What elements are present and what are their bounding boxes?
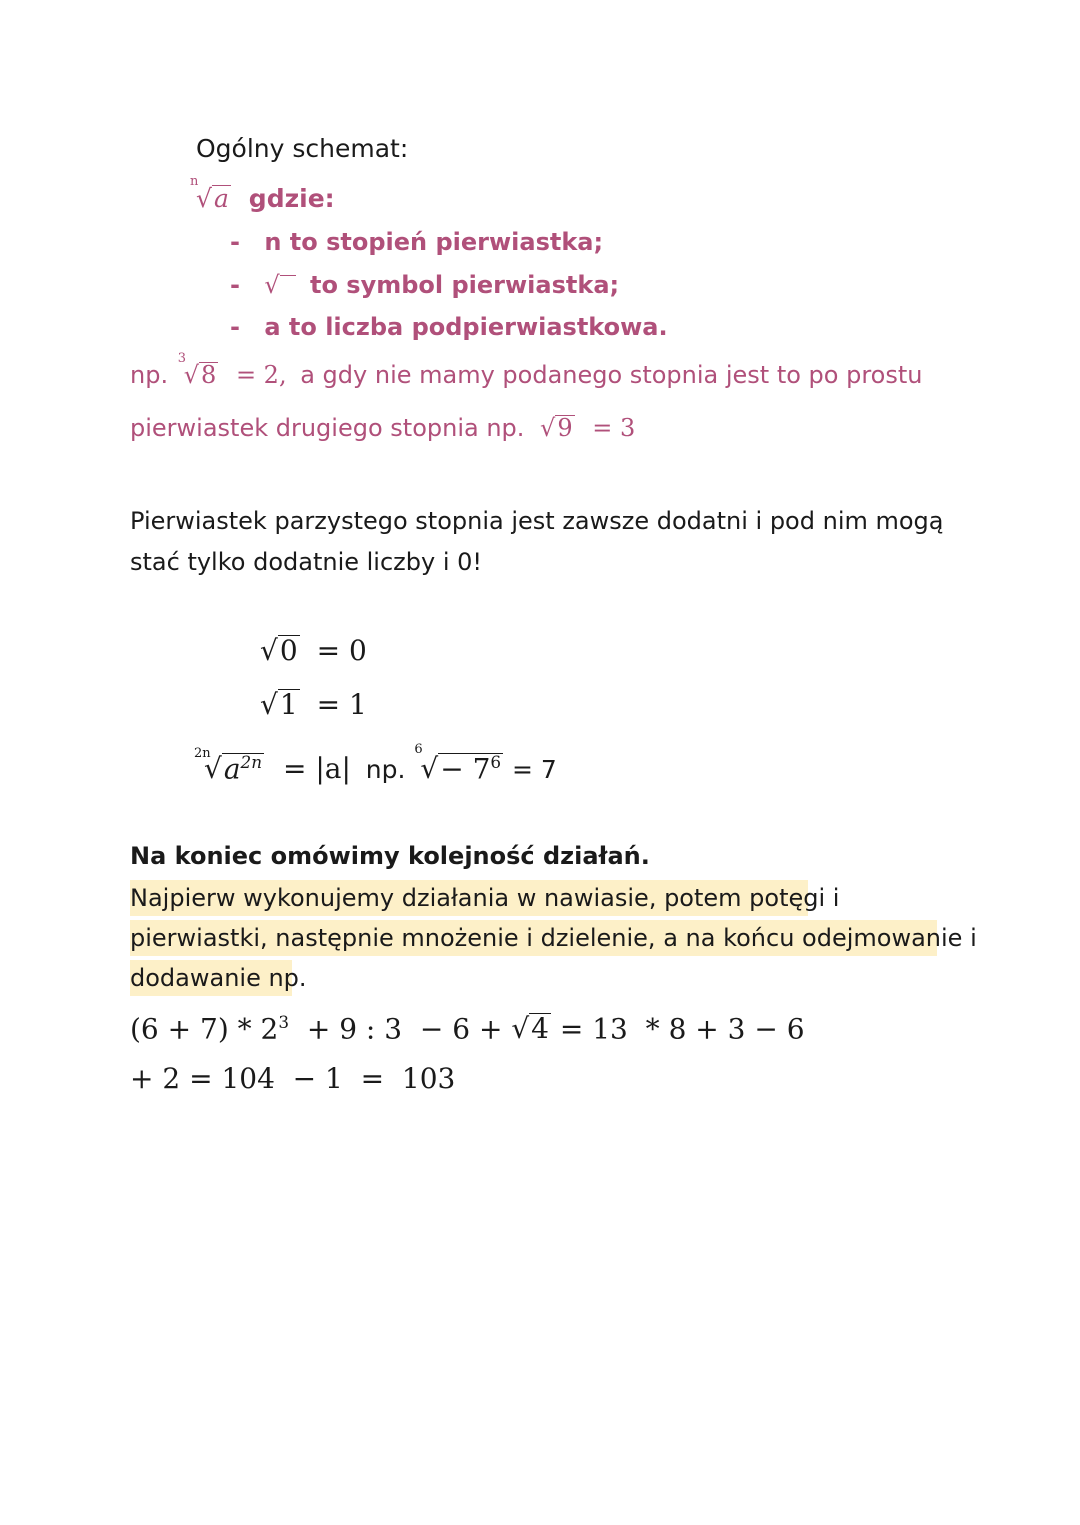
calc-exponent: 3 bbox=[278, 1012, 290, 1032]
schema-heading: Ogólny schemat: bbox=[196, 134, 409, 163]
sqrt-icon: √ bbox=[264, 271, 295, 299]
calc-part: (6 + 7) * 2 bbox=[130, 1012, 279, 1046]
root-index: 6 bbox=[414, 742, 423, 757]
bullet-item bbox=[230, 228, 603, 256]
equation-result: = 0 bbox=[316, 634, 367, 667]
bullet-text: a to liczba podpierwiastkowa. bbox=[264, 313, 668, 341]
root-radicand: a bbox=[213, 184, 229, 213]
bullet-dash: - bbox=[230, 228, 240, 256]
root-index: 3 bbox=[177, 351, 186, 366]
sqrt-9: √9 bbox=[540, 414, 573, 442]
root-radicand: 1 bbox=[279, 688, 298, 721]
example-line-2 bbox=[130, 414, 635, 442]
paragraph-line: Pierwiastek parzystego stopnia jest zawsze dodatni i pod nim mogą bbox=[130, 507, 944, 535]
equation-result: = |a| bbox=[282, 752, 351, 785]
root-exponent: 6 bbox=[490, 751, 502, 772]
example-result: = 3 bbox=[592, 414, 636, 442]
equation-sqrt1: √1 = 1 bbox=[260, 688, 367, 721]
example-text: a gdy nie mamy podanego stopnia jest to po prostu bbox=[300, 361, 923, 389]
equation-even-root bbox=[194, 742, 557, 785]
highlighted-line: pierwiastki, następnie mnożenie i dzielenie, a na końcu odejmowanie i bbox=[130, 920, 937, 956]
bullet-dash: - bbox=[230, 271, 240, 299]
sixth-root: 6 √− $7^6$ bbox=[414, 742, 502, 785]
root-radicand: 0 bbox=[279, 634, 298, 667]
bullet-item bbox=[230, 271, 619, 299]
root-index: 2n bbox=[194, 746, 211, 761]
bullet-item bbox=[230, 313, 668, 341]
example-text: pierwiastek drugiego stopnia np. bbox=[130, 414, 525, 442]
root-radicand: − 7 bbox=[440, 752, 491, 785]
np-label: np. bbox=[130, 361, 169, 389]
root-base: a bbox=[223, 752, 241, 785]
cube-root-8: 3 √8 bbox=[177, 351, 217, 389]
example-result: = 2, bbox=[235, 361, 287, 389]
root-radicand: 4 bbox=[531, 1012, 549, 1046]
formula-word: gdzie: bbox=[248, 184, 335, 213]
np-label: np. bbox=[365, 755, 406, 784]
calc-part: + 9 : 3 − 6 + bbox=[289, 1012, 512, 1046]
bullet-text: n to stopień pierwiastka; bbox=[264, 228, 604, 256]
bullet-dash: - bbox=[230, 313, 240, 341]
bullet-text: to symbol pierwiastka; bbox=[309, 271, 620, 299]
order-heading: Na koniec omówimy kolejność działań. bbox=[130, 842, 650, 870]
highlighted-line: dodawanie np. bbox=[130, 960, 292, 996]
root-radicand: 8 bbox=[201, 361, 217, 389]
even-root: 2n $√a^{2n}$ bbox=[194, 746, 263, 785]
calculation-line-2: + 2 = 104 − 1 = 103 bbox=[130, 1062, 456, 1095]
nth-root-symbol: n √a bbox=[190, 174, 229, 213]
root-radicand: 9 bbox=[557, 414, 573, 442]
root-exponent: 2n bbox=[240, 751, 263, 772]
equation-result: = 7 bbox=[511, 755, 557, 784]
calc-part: = 13 * 8 + 3 − 6 bbox=[550, 1012, 805, 1046]
root-index: n bbox=[190, 174, 199, 189]
equation-sqrt0: √0 = 0 bbox=[260, 634, 367, 667]
general-root-formula bbox=[190, 174, 335, 213]
highlighted-line: Najpierw wykonujemy działania w nawiasie, potem potęgi i bbox=[130, 880, 808, 916]
equation-result: = 1 bbox=[316, 688, 367, 721]
example-line-1 bbox=[130, 351, 923, 389]
paragraph-line: stać tylko dodatnie liczby i 0! bbox=[130, 548, 483, 576]
calculation-line-1: $(6 + 7) * 2^3 + 9$ : 3 − 6 + √4 = 13 * 8 + 3 − 6 bbox=[130, 1012, 805, 1046]
